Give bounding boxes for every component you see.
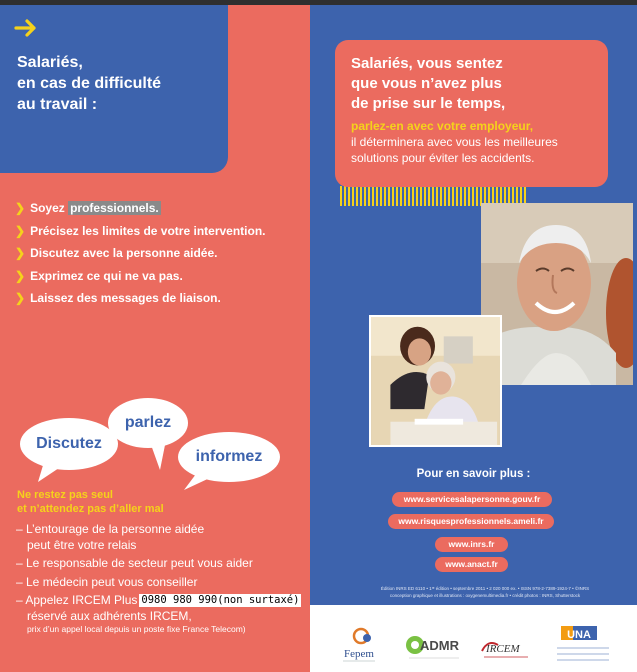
fepem-logo xyxy=(337,626,381,666)
bubble-discutez: Discutez xyxy=(20,418,118,470)
advice-line-phone xyxy=(16,593,310,609)
phone-number[interactable]: 0980 980 990(non surtaxé) xyxy=(141,594,300,606)
caregiver-photo xyxy=(369,315,502,447)
chevron-right-icon: ❯ xyxy=(15,291,26,306)
credits-line: Édition INRS ED 6110 • 1ʳᵉ édition • septembre 2011 • 2 020 000 ex. • ISSN 978-2-7389-1924-7 • ©INRS xyxy=(380,586,590,591)
chevron-right-icon: ❯ xyxy=(15,223,26,238)
chevron-right-icon: ❯ xyxy=(15,268,26,283)
link-risquesprofessionnels[interactable]: www.risquesprofessionnels.ameli.fr xyxy=(388,514,554,529)
advice-line: – Le médecin peut vous conseiller xyxy=(16,574,198,589)
message-line: de prise sur le temps, xyxy=(351,95,506,112)
link-servicesalapersonne[interactable]: www.servicesalapersonne.gouv.fr xyxy=(392,492,552,507)
tip-text: Exprimez ce qui ne va pas. xyxy=(30,268,183,283)
advice-list xyxy=(16,522,310,635)
elderly-man-photo xyxy=(481,203,633,385)
advice-line: – L’entourage de la personne aidée xyxy=(16,522,205,536)
left-title-line: au travail : xyxy=(17,96,98,113)
message-line: que vous n’avez plus xyxy=(351,75,502,92)
bubble-informez: informez xyxy=(178,432,280,482)
credits-line: conception graphique et illustrations : oxygenemultimedia.fr • crédit photos : INRS, Shutterstock xyxy=(389,593,581,598)
more-info-title: Pour en savoir plus : xyxy=(416,468,531,480)
tip-highlight: professionnels. xyxy=(70,201,159,216)
warning-line: Ne restez pas seul xyxy=(17,489,113,501)
message-highlight: parlez-en avec votre employeur, xyxy=(351,119,534,133)
una-logo-text: UNA xyxy=(567,629,591,641)
link-anact[interactable]: www.anact.fr xyxy=(435,557,508,572)
link-inrs[interactable]: www.inrs.fr xyxy=(435,537,508,552)
chevron-right-icon: ❯ xyxy=(15,246,26,261)
tip-text: Précisez les limites de votre intervention. xyxy=(30,223,266,238)
message-line: solutions pour éviter les accidents. xyxy=(351,151,535,165)
left-title-line: Salariés, xyxy=(17,54,83,71)
message-line: il déterminera avec vous les meilleures xyxy=(351,135,558,149)
credits xyxy=(340,585,630,599)
una-logo xyxy=(553,624,613,668)
message-text xyxy=(351,54,601,166)
tip-text: Discutez avec la personne aidée. xyxy=(30,246,218,261)
ircem-logo-text: IRCEM xyxy=(486,643,520,655)
tip-text: Soyez xyxy=(30,201,69,216)
bubble-parlez: parlez xyxy=(108,398,188,448)
message-line: Salariés, vous sentez xyxy=(351,55,503,72)
warning-line: et n’attendez pas d’aller mal xyxy=(17,503,164,515)
ircem-logo xyxy=(478,635,538,663)
advice-note: prix d’un appel local depuis un poste fixe France Telecom) xyxy=(27,624,246,634)
advice-line: peut être votre relais xyxy=(27,537,137,552)
admr-logo-text: ADMR xyxy=(420,638,459,653)
advice-line: réservé aux adhérents IRCEM, xyxy=(27,608,192,623)
left-title-line: en cas de difficulté xyxy=(17,75,162,92)
fepem-logo-text: Fepem xyxy=(344,648,374,660)
chevron-right-icon: ❯ xyxy=(15,201,26,216)
advice-line: – Le responsable de secteur peut vous aider xyxy=(16,556,253,570)
admr-logo xyxy=(405,630,463,662)
tip-text: Laissez des messages de liaison. xyxy=(30,291,221,306)
warning-text xyxy=(17,488,277,516)
advice-line: – Appelez IRCEM Plus xyxy=(16,593,138,607)
